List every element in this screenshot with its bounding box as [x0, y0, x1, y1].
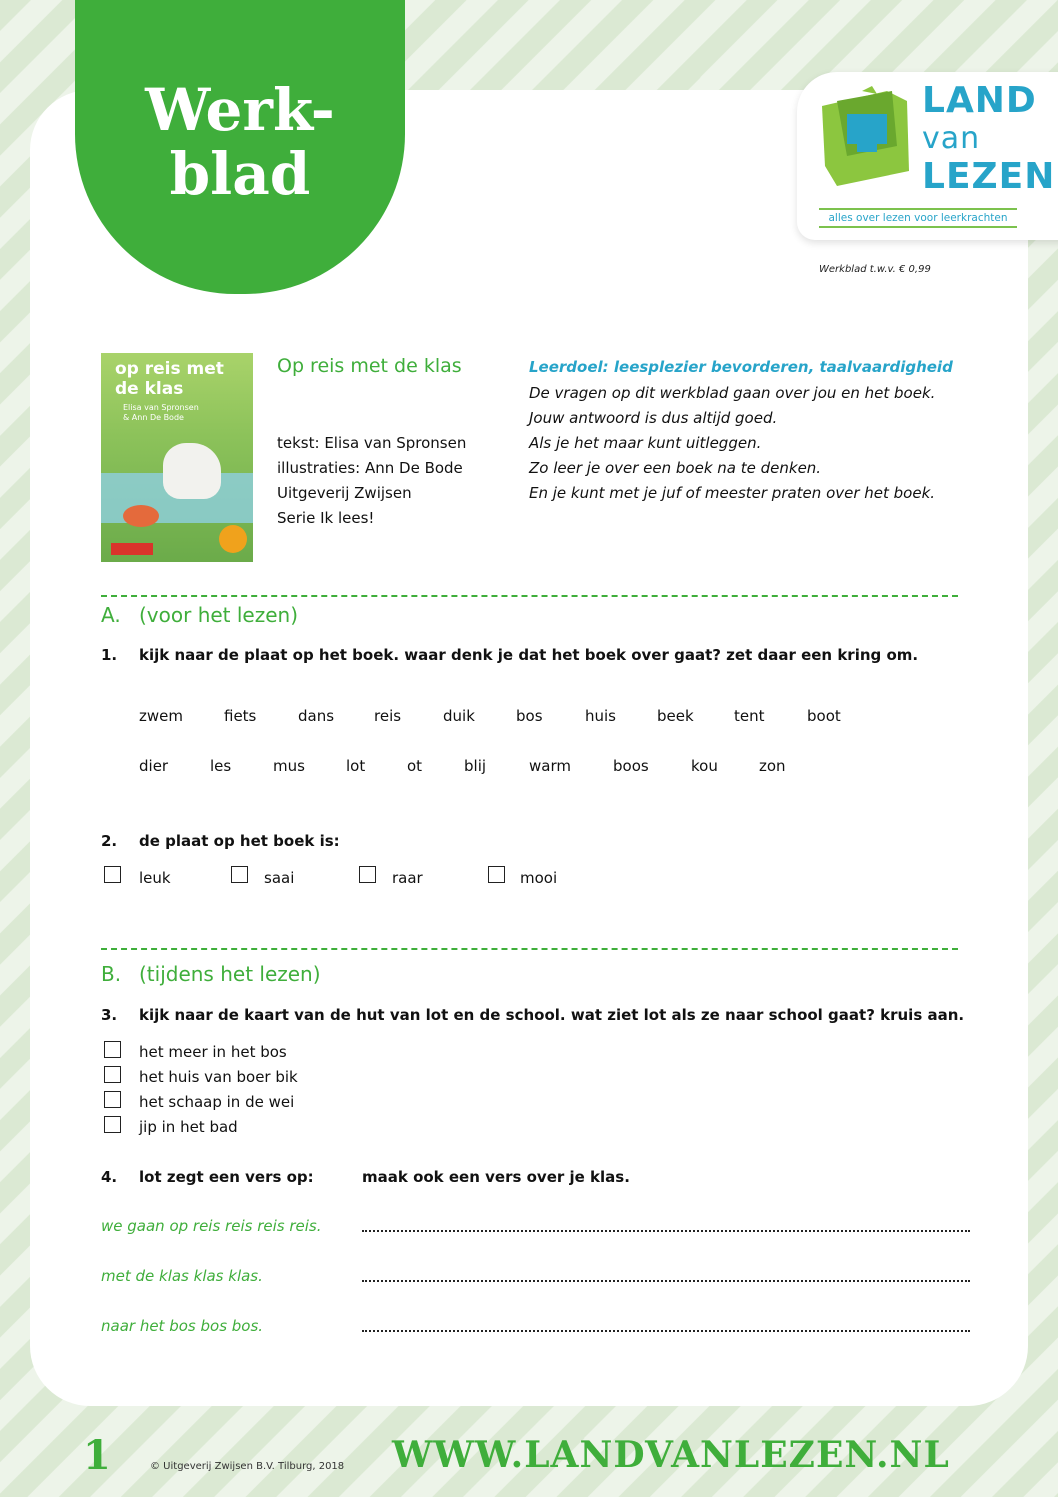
word-option[interactable]: beek [657, 707, 694, 725]
section-a-heading: A. (voor het lezen) [101, 603, 299, 627]
cover-badge [219, 525, 247, 553]
page-number: 1 [83, 1432, 111, 1479]
checkbox-label: jip in het bad [139, 1118, 238, 1136]
cover-horse [163, 443, 221, 499]
checkbox-jip[interactable] [104, 1116, 121, 1133]
learning-goal-text: De vragen op dit werkblad gaan over jou en het boek. Jouw antwoord is dus altijd goed. Als je het maar kunt uitleggen. Zo leer je over een boek na te denken. En je kunt met je juf of meester praten over het boek. [529, 384, 936, 502]
cover-title: op reis met de klas [115, 359, 224, 399]
tv-book-icon [817, 86, 917, 196]
copyright: © Uitgeverij Zwijsen B.V. Tilburg, 2018 [150, 1461, 345, 1472]
word-option[interactable]: les [210, 757, 232, 775]
word-option[interactable]: boot [807, 707, 841, 725]
section-b-heading: B. (tijdens het lezen) [101, 962, 321, 986]
verse-line: naar het bos bos bos. [101, 1317, 264, 1335]
worksheet-title: Werk- blad [145, 76, 335, 208]
word-option[interactable]: lot [346, 757, 366, 775]
answer-line[interactable] [362, 1230, 970, 1232]
word-option[interactable]: warm [529, 757, 571, 775]
checkbox-raar[interactable] [359, 866, 376, 883]
question-1: 1. kijk naar de plaat op het boek. waar denk je dat het boek over gaat? zet daar een kring om. [101, 646, 919, 664]
word-option[interactable]: zon [759, 757, 786, 775]
checkbox-label: het schaap in de wei [139, 1093, 295, 1111]
book-title: Op reis met de klas [277, 355, 462, 377]
checkbox-mooi[interactable] [488, 866, 505, 883]
checkbox-meer[interactable] [104, 1041, 121, 1058]
checkbox-label: leuk [139, 869, 171, 887]
word-option[interactable]: boos [613, 757, 649, 775]
book-meta: tekst: Elisa van Spronsen illustraties: Ann De Bode Uitgeverij Zwijsen Serie Ik lees! [277, 434, 467, 527]
word-option[interactable]: dans [298, 707, 335, 725]
word-option[interactable]: bos [516, 707, 543, 725]
section-divider [101, 948, 958, 950]
verse-line: we gaan op reis reis reis reis. [101, 1217, 322, 1235]
word-option[interactable]: ot [407, 757, 423, 775]
logo-wordmark: LAND van LEZEN [922, 80, 1056, 197]
word-option[interactable]: fiets [224, 707, 257, 725]
answer-line[interactable] [362, 1330, 970, 1332]
book-cover [101, 353, 253, 562]
word-option[interactable]: mus [273, 757, 305, 775]
question-2: 2. de plaat op het boek is: [101, 832, 340, 850]
worksheet-card [30, 90, 1028, 1406]
word-option[interactable]: kou [691, 757, 718, 775]
checkbox-label: raar [392, 869, 423, 887]
cover-publisher-logo [111, 543, 153, 555]
word-option[interactable]: dier [139, 757, 169, 775]
word-option[interactable]: huis [585, 707, 616, 725]
word-option[interactable]: reis [374, 707, 402, 725]
checkbox-huis[interactable] [104, 1066, 121, 1083]
checkbox-label: het huis van boer bik [139, 1068, 298, 1086]
section-divider [101, 595, 958, 597]
word-option[interactable]: tent [734, 707, 765, 725]
checkbox-label: het meer in het bos [139, 1043, 287, 1061]
price-note: Werkblad t.w.v. € 0,99 [819, 264, 931, 275]
word-option[interactable]: duik [443, 707, 475, 725]
land-van-lezen-logo[interactable] [797, 72, 1058, 240]
question-4-instruction: maak ook een vers over je klas. [362, 1168, 630, 1186]
checkbox-label: saai [264, 869, 295, 887]
word-option[interactable]: blij [464, 757, 487, 775]
checkbox-leuk[interactable] [104, 866, 121, 883]
question-3: 3. kijk naar de kaart van de hut van lot en de school. wat ziet lot als ze naar school gaat? kruis aan. [101, 1006, 965, 1024]
word-option[interactable]: zwem [139, 707, 183, 725]
checkbox-label: mooi [520, 869, 558, 887]
question-4: 4. lot zegt een vers op: [101, 1168, 314, 1186]
logo-tagline: alles over lezen voor leerkrachten [819, 208, 1017, 228]
answer-line[interactable] [362, 1280, 970, 1282]
verse-line: met de klas klas klas. [101, 1267, 263, 1285]
cover-authors: Elisa van Spronsen & Ann De Bode [123, 403, 199, 422]
checkbox-schaap[interactable] [104, 1091, 121, 1108]
checkbox-saai[interactable] [231, 866, 248, 883]
cover-swimmer [123, 505, 159, 527]
learning-goal-title: Leerdoel: leesplezier bevorderen, taalvaardigheid [529, 358, 953, 376]
website-link[interactable]: WWW.LANDVANLEZEN.NL [392, 1434, 950, 1476]
